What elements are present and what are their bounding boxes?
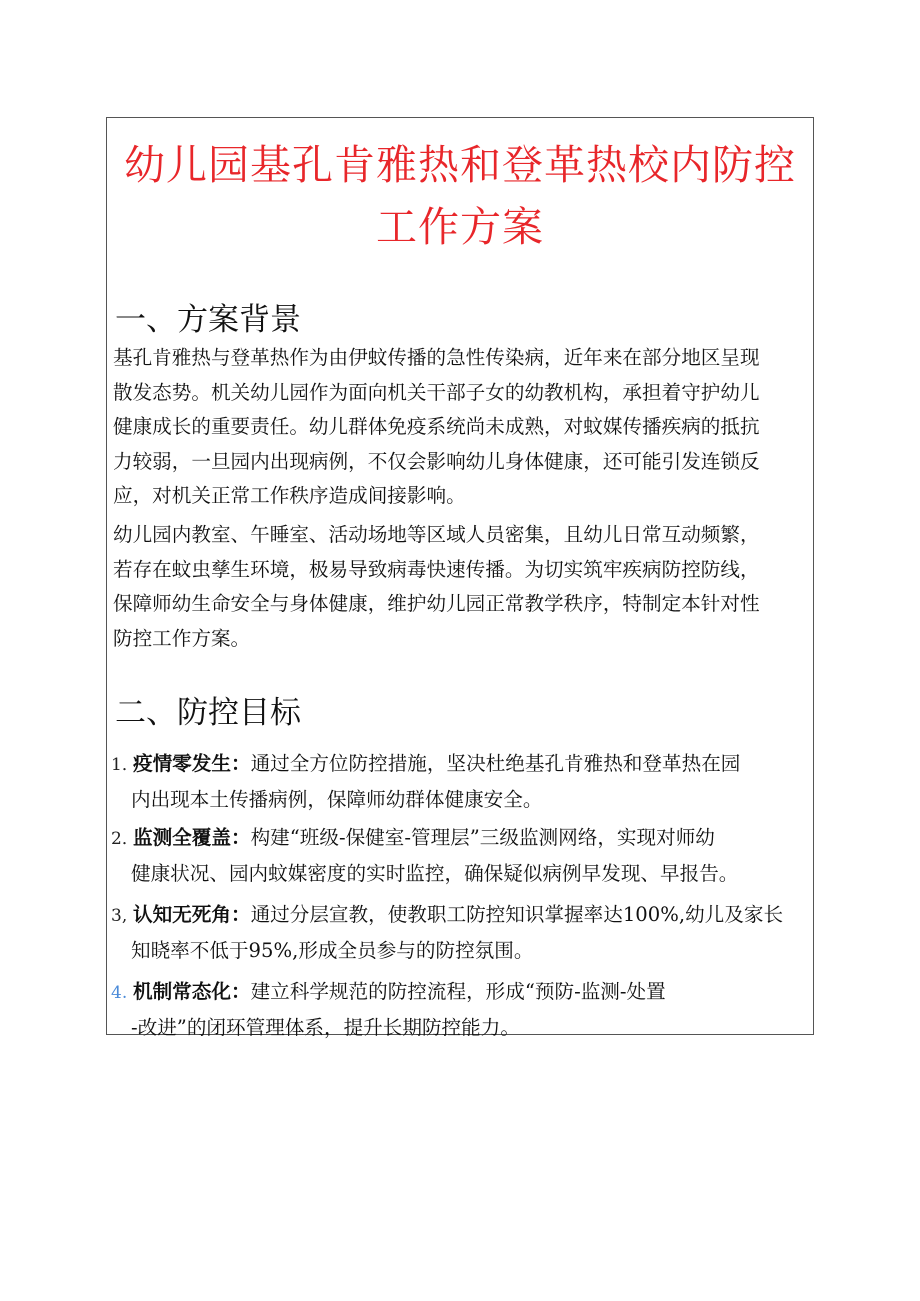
goal-label: 监测全覆盖： — [133, 826, 251, 849]
text-line: 健康成长的重要责任。幼儿群体免疫系统尚未成熟，对蚊媒传播疾病的抵抗 — [113, 415, 760, 438]
goal-item — [111, 975, 813, 1045]
goal-first-line — [111, 747, 813, 783]
document-title-line-1: 幼儿园基孔肯雅热和登革热校内防控 — [124, 141, 796, 189]
goal-text-continued: 内出现本土传播病例，保障师幼群体健康安全。 — [131, 787, 543, 811]
goal-number: 4. — [111, 983, 128, 1003]
text-line: 若存在蚊虫孳生环境，极易导致病毒快速传播。为切实筑牢疾病防控防线， — [113, 557, 760, 581]
goal-label: 认知无死角： — [133, 903, 251, 926]
goal-item — [111, 747, 813, 817]
goal-label: 疫情零发生： — [133, 752, 251, 775]
goal-text-continued: 健康状况、园内蚊媒密度的实时监控，确保疑似病例早发现、早报告。 — [131, 861, 739, 885]
goal-text: 通过分层宣教，使教职工防控知识掌握率达100%,幼儿及家长 — [250, 903, 784, 926]
background-paragraph-1 — [113, 341, 813, 514]
section-heading-goals: 二、防控目标 — [115, 695, 301, 731]
text-line: 幼儿园内教室、午睡室、活动场地等区域人员密集，且幼儿日常互动频繁， — [113, 523, 760, 546]
text-line: 力较弱，一旦园内出现病例，不仅会影响幼儿身体健康，还可能引发连锁反 — [113, 449, 760, 473]
goal-text: 建立科学规范的防控流程，形成“预防-监测-处置 — [250, 980, 666, 1003]
goal-label: 机制常态化： — [133, 980, 251, 1003]
background-paragraph-2 — [113, 518, 813, 656]
goal-item — [111, 821, 813, 891]
text-line: 散发态势。机关幼儿园作为面向机关干部子女的幼教机构，承担着守护幼儿 — [113, 380, 760, 404]
text-line: 基孔肯雅热与登革热作为由伊蚊传播的急性传染病，近年来在部分地区呈现 — [113, 346, 760, 369]
section-heading-background: 一、方案背景 — [115, 302, 301, 338]
goal-number: 1． — [111, 755, 139, 775]
text-line: 防控工作方案。 — [113, 626, 251, 650]
goal-item — [111, 898, 813, 968]
goal-first-line — [111, 975, 813, 1011]
document-title-line-2: 工作方案 — [376, 203, 544, 251]
document-frame — [106, 117, 814, 1039]
goal-text-continued: 知晓率不低于95%,形成全员参与的防控氛围。 — [131, 938, 534, 962]
goal-number: 2． — [111, 829, 139, 849]
goal-number: 3, — [111, 906, 128, 926]
goal-text: 通过全方位防控措施，坚决杜绝基孔肯雅热和登革热在园 — [250, 752, 741, 775]
text-line: 应，对机关正常工作秩序造成间接影响。 — [113, 484, 466, 507]
goal-text: 构建“班级-保健室-管理层”三级监测网络，实现对师幼 — [250, 826, 715, 849]
goal-first-line — [111, 821, 813, 857]
goal-first-line — [111, 898, 813, 934]
text-line: 保障师幼生命安全与身体健康，维护幼儿园正常教学秩序，特制定本针对性 — [113, 592, 760, 615]
goal-text-continued: -改进”的闭环管理体系，提升长期防控能力。 — [131, 1015, 520, 1039]
